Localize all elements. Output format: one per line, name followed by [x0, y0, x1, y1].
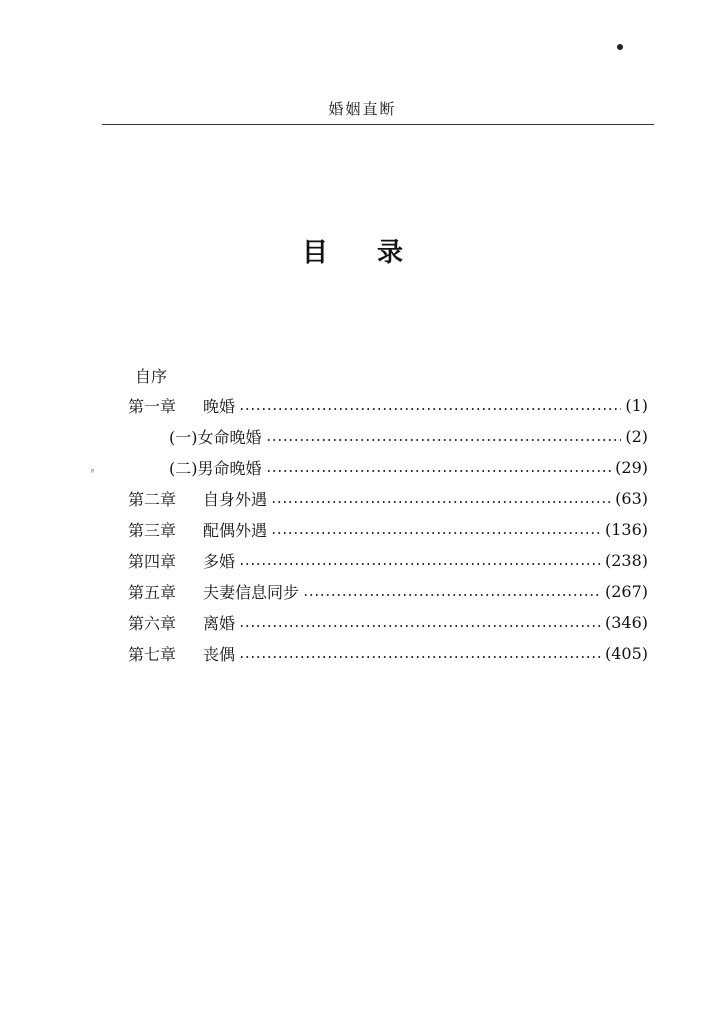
toc-heading: 目 录: [301, 238, 424, 268]
toc-page-number: (63): [615, 489, 648, 508]
toc-entry-title: 自序: [135, 366, 168, 386]
toc-entry[interactable]: [128, 638, 648, 669]
toc-entry-title: (二)男命晚婚: [169, 459, 262, 478]
ink-dot: [617, 44, 623, 50]
toc-entry-title: 夫妻信息同步: [203, 583, 300, 602]
ink-speck: ᵖ: [91, 467, 95, 476]
chapter-number: 第四章: [128, 552, 177, 571]
toc-page-number: (267): [604, 582, 648, 601]
chapter-number: 第三章: [128, 521, 177, 540]
toc-page-number: (346): [604, 613, 648, 632]
toc-entry[interactable]: [128, 607, 648, 638]
dot-leader: [239, 563, 601, 565]
toc-entry[interactable]: [128, 390, 648, 421]
toc-page-number: (405): [604, 644, 648, 663]
running-header: 婚姻直断: [328, 100, 397, 118]
toc-subentry[interactable]: [128, 452, 648, 483]
toc-entry-title: 配偶外遇: [203, 521, 268, 540]
dot-leader: [266, 439, 622, 441]
toc-entry[interactable]: [128, 545, 648, 576]
dot-leader: [266, 470, 612, 472]
toc-page-number: (2): [625, 427, 648, 446]
dot-leader: [271, 501, 611, 503]
toc-entry-title: (一)女命晚婚: [169, 428, 262, 447]
dot-leader: [239, 625, 601, 627]
dot-leader: [303, 594, 601, 596]
toc-preface[interactable]: [128, 360, 648, 390]
dot-leader: [271, 532, 601, 534]
chapter-number: 第一章: [128, 397, 177, 416]
dot-leader: [239, 408, 621, 410]
chapter-number: 第五章: [128, 583, 177, 602]
toc-page-number: (29): [615, 458, 648, 477]
toc-entry[interactable]: [128, 483, 648, 514]
header-rule: [102, 124, 654, 125]
toc-page-number: (238): [604, 551, 648, 570]
toc-entry-title: 自身外遇: [203, 490, 268, 509]
toc-entry[interactable]: [128, 576, 648, 607]
toc-entry-title: 晚婚: [203, 397, 236, 416]
toc-page-number: (1): [625, 396, 648, 415]
toc-entry[interactable]: [128, 514, 648, 545]
toc-entry-title: 多婚: [203, 552, 236, 571]
table-of-contents: [128, 360, 648, 669]
toc-page-number: (136): [604, 520, 648, 539]
toc-subentry[interactable]: [128, 421, 648, 452]
chapter-number: 第七章: [128, 645, 177, 664]
dot-leader: [239, 656, 601, 658]
toc-entry-title: 丧偶: [203, 645, 236, 664]
chapter-number: 第二章: [128, 490, 177, 509]
chapter-number: 第六章: [128, 614, 177, 633]
toc-entry-title: 离婚: [203, 614, 236, 633]
